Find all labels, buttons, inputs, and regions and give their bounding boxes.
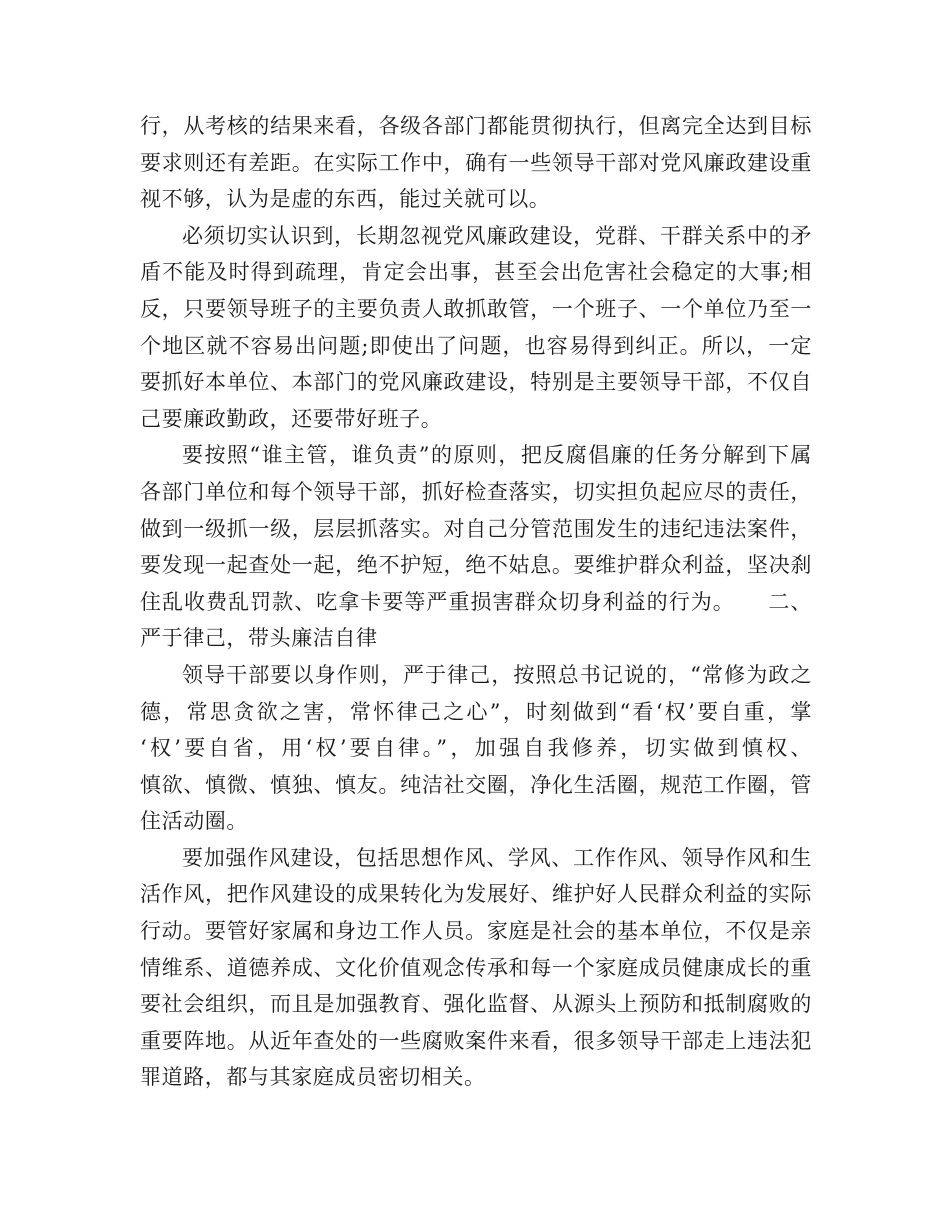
text-line: 活作风，把作风建设的成果转化为发展好、维护好人民群众利益的实际 — [140, 882, 812, 907]
text-line: 慎欲、慎微、慎独、慎友。纯洁社交圈，净化生活圈，规范工作圈，管 — [140, 772, 812, 797]
text-line: 住活动圈。 — [140, 809, 248, 834]
paragraph-1 — [140, 108, 812, 218]
text-line: 要社会组织，而且是加强教育、强化监督、从源头上预防和抵制腐败的 — [140, 992, 812, 1017]
text-line: 要发现一起查处一起，绝不护短，绝不姑息。要维护群众利益，坚决刹 — [140, 553, 812, 578]
text-line: 必须切实认识到，长期忽视党风廉政建设，党群、干群关系中的矛 — [182, 223, 812, 248]
text-line: 重要阵地。从近年查处的一些腐败案件来看，很多领导干部走上违法犯 — [140, 1028, 812, 1053]
text-line: 要加强作风建设，包括思想作风、学风、工作作风、领导作风和生 — [182, 845, 812, 870]
text-line: 己要廉政勤政，还要带好班子。 — [140, 406, 443, 431]
paragraph-2 — [140, 218, 812, 438]
text-line: 视不够，认为是虚的东西，能过关就可以。 — [140, 187, 551, 212]
text-line: 要求则还有差距。在实际工作中，确有一些领导干部对党风廉政建设重 — [140, 150, 812, 175]
text-line: 行，从考核的结果来看，各级各部门都能贯彻执行，但离完全达到目标 — [140, 114, 812, 138]
text-line: 做到一级抓一级，层层抓落实。对自己分管范围发生的违纪违法案件， — [140, 516, 812, 541]
text-line: 情维系、道德养成、文化价值观念传承和每一个家庭成员健康成长的重 — [140, 955, 812, 980]
text-line: 要抓好本单位、本部门的党风廉政建设，特别是主要领导干部，不仅自 — [140, 370, 812, 395]
document-body — [140, 108, 812, 1096]
text-line: 要按照“谁主管，谁负责”的原则，把反腐倡廉的任务分解到下属 — [182, 443, 812, 468]
paragraph-3 — [140, 437, 812, 657]
section-heading-2: 严于律己，带头廉洁自律 — [140, 626, 378, 651]
paragraph-5 — [140, 840, 812, 1096]
text-line: 住乱收费乱罚款、吃拿卡要等严重损害群众切身利益的行为。 二、 — [140, 589, 812, 614]
text-line: 反，只要领导班子的主要负责人敢抓敢管，一个班子、一个单位乃至一 — [140, 296, 812, 321]
text-line: 领导干部要以身作则，严于律己，按照总书记说的，“常修为政之 — [182, 662, 812, 687]
paragraph-4 — [140, 657, 812, 840]
text-line: 盾不能及时得到疏理，肯定会出事，甚至会出危害社会稳定的大事;相 — [140, 260, 812, 285]
text-line: 个地区就不容易出问题;即使出了问题，也容易得到纠正。所以，一定 — [140, 333, 812, 358]
text-line: 各部门单位和每个领导干部，抓好检查落实，切实担负起应尽的责任， — [140, 479, 812, 504]
text-line: ‘权’要自省，用‘权’要自律。”，加强自我修养，切实做到慎权、 — [140, 736, 812, 761]
text-line: 罪道路，都与其家庭成员密切相关。 — [140, 1065, 486, 1090]
text-line: 德，常思贪欲之害，常怀律己之心”，时刻做到“看‘权’要自重，掌 — [140, 699, 812, 724]
text-line: 行动。要管好家属和身边工作人员。家庭是社会的基本单位，不仅是亲 — [140, 919, 812, 944]
